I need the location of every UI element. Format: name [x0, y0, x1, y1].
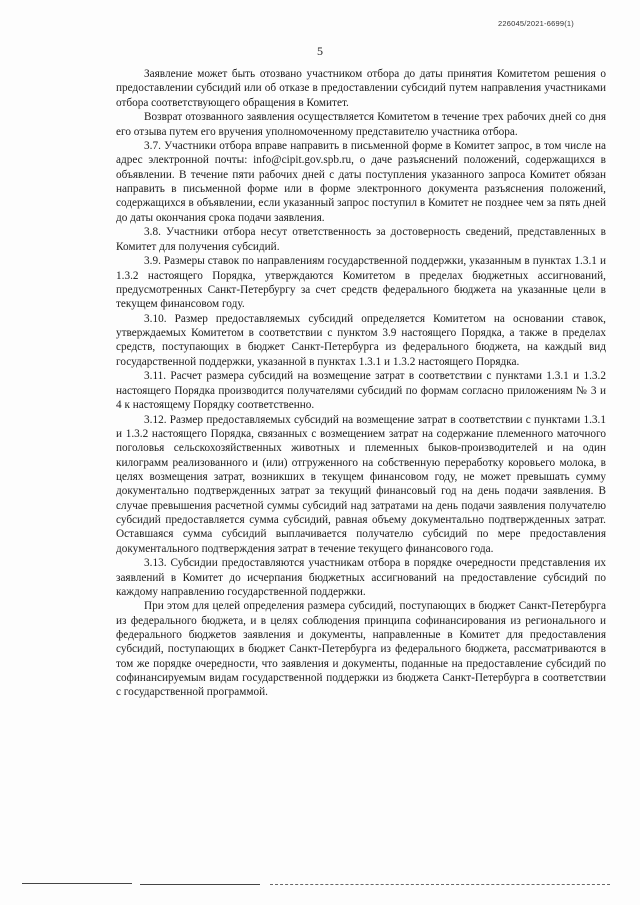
scan-artifact-line: [270, 884, 610, 885]
paragraph-3-9: 3.9. Размеры ставок по направлениям государственной поддержки, указанным в пунктах 1.3.1 и 1.3.2 настоящего Порядка, утверждаются Комитетом в пределах бюджетных ассигнований, предусмотренных Санкт-Петербургу за счет средств федерального бюджета на указанные цели в текущем финансовом году.: [116, 255, 606, 311]
paragraph-3-8: 3.8. Участники отбора несут ответственность за достоверность сведений, представленных в Комитет для получения субсидий.: [116, 226, 606, 253]
scan-artifact-line: [140, 884, 260, 885]
paragraph-3-12: 3.12. Размер предоставляемых субсидий на возмещение затрат в соответствии с пунктами 1.3.1 и 1.3.2 настоящего Порядка, связанных с возмещением затрат на содержание племенного маточного поголовья сельскохозяйственных животных и племенных быков-производителей и на один килограмм реализованного и (или) отгруженного на собственную переработку коровьего молока, в целях возмещения затрат, возникших в текущем финансовом году, не может превышать сумму документально подтвержденных затрат за текущий финансовый год на день подачи заявления. В случае превышения расчетной суммы субсидий над затратами на день подачи заявления получателю субсидий предоставляется сумма субсидий, равная объему документально подтвержденных затрат. Оставшаяся сумма субсидий выплачивается получателю субсидий по мере предоставления документального подтверждения затрат в течение текущего финансового года.: [116, 413, 606, 555]
document-body: [116, 67, 606, 700]
paragraph-withdrawal: Заявление может быть отозвано участником отбора до даты принятия Комитетом решения о предоставлении субсидий или об отказе в предоставлении субсидий путем направления участниками отбора соответствующего обращения в Комитет.: [116, 68, 606, 109]
paragraph-return: Возврат отозванного заявления осуществляется Комитетом в течение трех рабочих дней со дня его отзыва путем его вручения уполномоченному представителю участника отбора.: [116, 111, 606, 138]
page-number: 5: [317, 44, 323, 58]
paragraph-3-10: 3.10. Размер предоставляемых субсидий определяется Комитетом на основании ставок, утверждаемых Комитетом в соответствии с пунктом 3.9 настоящего Порядка, а также в пределах средств, поступающих в бюджет Санкт-Петербурга из федерального бюджета, на каждый вид государственной поддержки, указанной в пунктах 1.3.1 и 1.3.2 настоящего Порядка.: [116, 312, 606, 368]
scan-artifact-line: [22, 883, 132, 884]
paragraph-cofinancing: При этом для целей определения размера субсидий, поступающих в бюджет Санкт-Петербурга из федерального бюджета, и в целях соблюдения принципа софинансирования из регионального и федерального бюджетов заявления и документы, направленные в Комитет для предоставления субсидий, поступающих в бюджет Санкт-Петербурга из федерального бюджета, рассматриваются в том же порядке очередности, что заявления и документы, поданные на предоставление субсидий по софинансируемым видам государственной поддержки из бюджета Санкт-Петербурга в соответствии с государственной программой.: [116, 600, 606, 699]
document-registration-number: 226045/2021-6699(1): [498, 19, 574, 28]
paragraph-3-7: 3.7. Участники отбора вправе направить в письменной форме в Комитет запрос, в том числе на адрес электронной почты: info@cipit.gov.spb.ru, о даче разъяснений положений, содержащихся в объявлении. В течение пяти рабочих дней с даты поступления указанного запроса Комитет обязан направить в письменной форме или в форме электронного документа разъяснения положений, содержащихся в объявлении, если указанный запрос поступил в Комитет не позднее чем за пять дней до даты окончания срока подачи заявления.: [116, 140, 606, 224]
paragraph-3-13: 3.13. Субсидии предоставляются участникам отбора в порядке очередности представления их заявлений в Комитет до исчерпания бюджетных ассигнований на предоставление субсидий по каждому направлению государственной поддержки.: [116, 557, 606, 598]
paragraph-3-11: 3.11. Расчет размера субсидий на возмещение затрат в соответствии с пунктами 1.3.1 и 1.3.2 настоящего Порядка производится получателями субсидий по формам согласно приложениям № 3 и 4 к настоящему Порядку соответственно.: [116, 370, 606, 412]
